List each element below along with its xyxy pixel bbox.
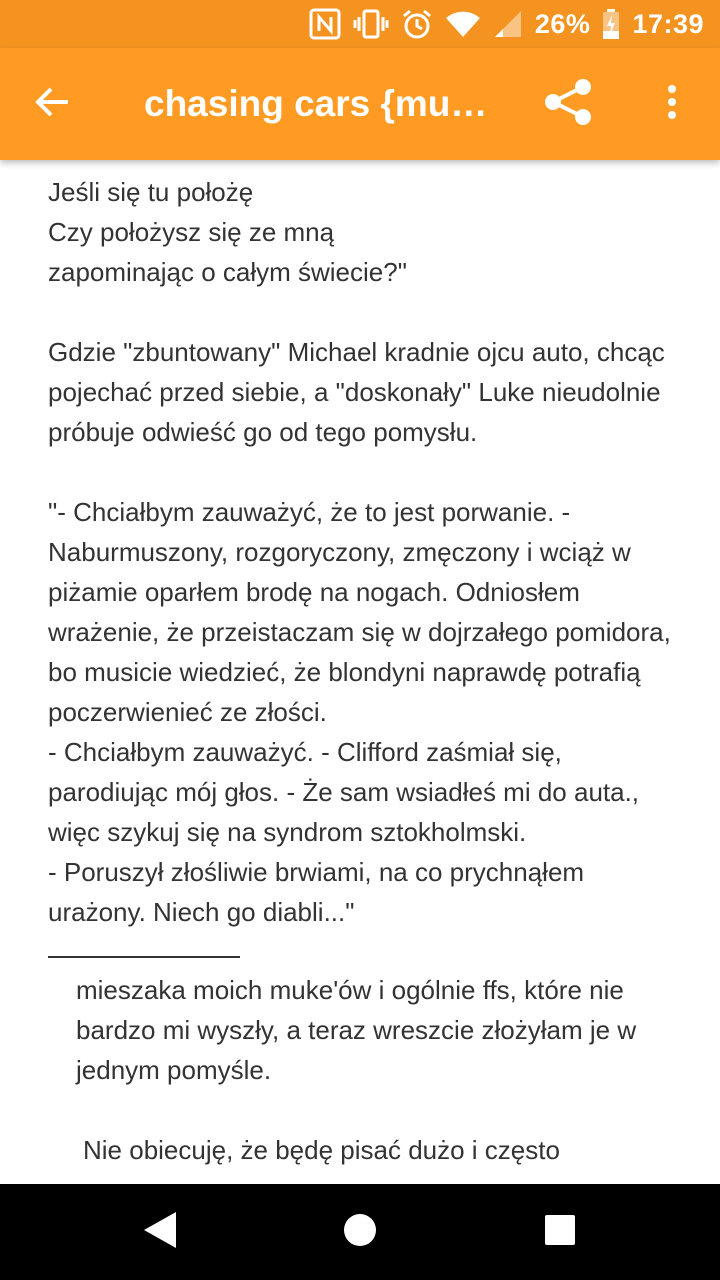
- nfc-icon: [309, 8, 341, 40]
- battery-charging-icon: [602, 9, 620, 39]
- more-options-button[interactable]: [648, 76, 696, 132]
- share-button[interactable]: [538, 76, 598, 132]
- back-button[interactable]: [24, 76, 80, 132]
- battery-percentage: 26%: [534, 8, 591, 39]
- story-description: [48, 172, 678, 1184]
- excerpt-paragraph: "- Chciałbym zauważyć, że to jest porwanie. - Naburmuszony, rozgoryczony, zmęczony i wciąż w piżamie oparłem brodę na nogach. Odniosłem wrażenie, że przeistaczam się w dojrzałego pomidora, bo musicie wiedzieć, że blondyni naprawdę potrafią poczerwienieć ze złości.: [48, 497, 671, 727]
- recents-square-icon: [545, 1215, 575, 1250]
- back-arrow-icon: [34, 84, 70, 125]
- divider: [48, 956, 240, 958]
- status-bar: [0, 0, 720, 48]
- app-bar: [0, 48, 720, 160]
- alarm-icon: [401, 8, 433, 40]
- nav-recents-button[interactable]: [532, 1204, 588, 1260]
- vibrate-icon: [353, 8, 389, 40]
- story-title: chasing cars {mu…: [144, 83, 488, 124]
- back-triangle-icon: [142, 1210, 178, 1255]
- share-icon: [543, 78, 593, 131]
- nav-back-button[interactable]: [132, 1204, 188, 1260]
- status-icons: [309, 0, 704, 48]
- lyric-line: Czy położysz się ze mną: [48, 217, 335, 247]
- signal-icon: [493, 9, 523, 39]
- excerpt-paragraph: - Poruszył złośliwie brwiami, na co prychnąłem urażony. Niech go diabli...": [48, 857, 585, 927]
- more-vert-icon: [666, 84, 678, 125]
- nav-home-button[interactable]: [332, 1204, 388, 1260]
- author-promise: Nie obiecuję, że będę pisać dużo i często: [83, 1135, 560, 1165]
- navigation-bar: [0, 1184, 720, 1280]
- story-summary: Gdzie "zbuntowany" Michael kradnie ojcu auto, chcąc pojechać przed siebie, a "doskonały" Luke nieudolnie próbuje odwieść go od tego pomysłu.: [48, 337, 665, 447]
- excerpt-paragraph: - Chciałbym zauważyć. - Clifford zaśmiał się, parodiując mój głos. - Że sam wsiadłeś mi do auta., więc szykuj się na syndrom sztokholmski.: [48, 737, 640, 847]
- home-circle-icon: [343, 1213, 377, 1252]
- lyric-line: Jeśli się tu położę: [48, 177, 254, 207]
- wifi-icon: [445, 9, 481, 39]
- clock: 17:39: [632, 8, 704, 39]
- lyric-line: zapominając o całym świecie?": [48, 257, 407, 287]
- author-note: mieszaka moich muke'ów i ogólnie ffs, które nie bardzo mi wyszły, a teraz wreszcie złożyłam je w jednym pomyśle.: [76, 975, 637, 1085]
